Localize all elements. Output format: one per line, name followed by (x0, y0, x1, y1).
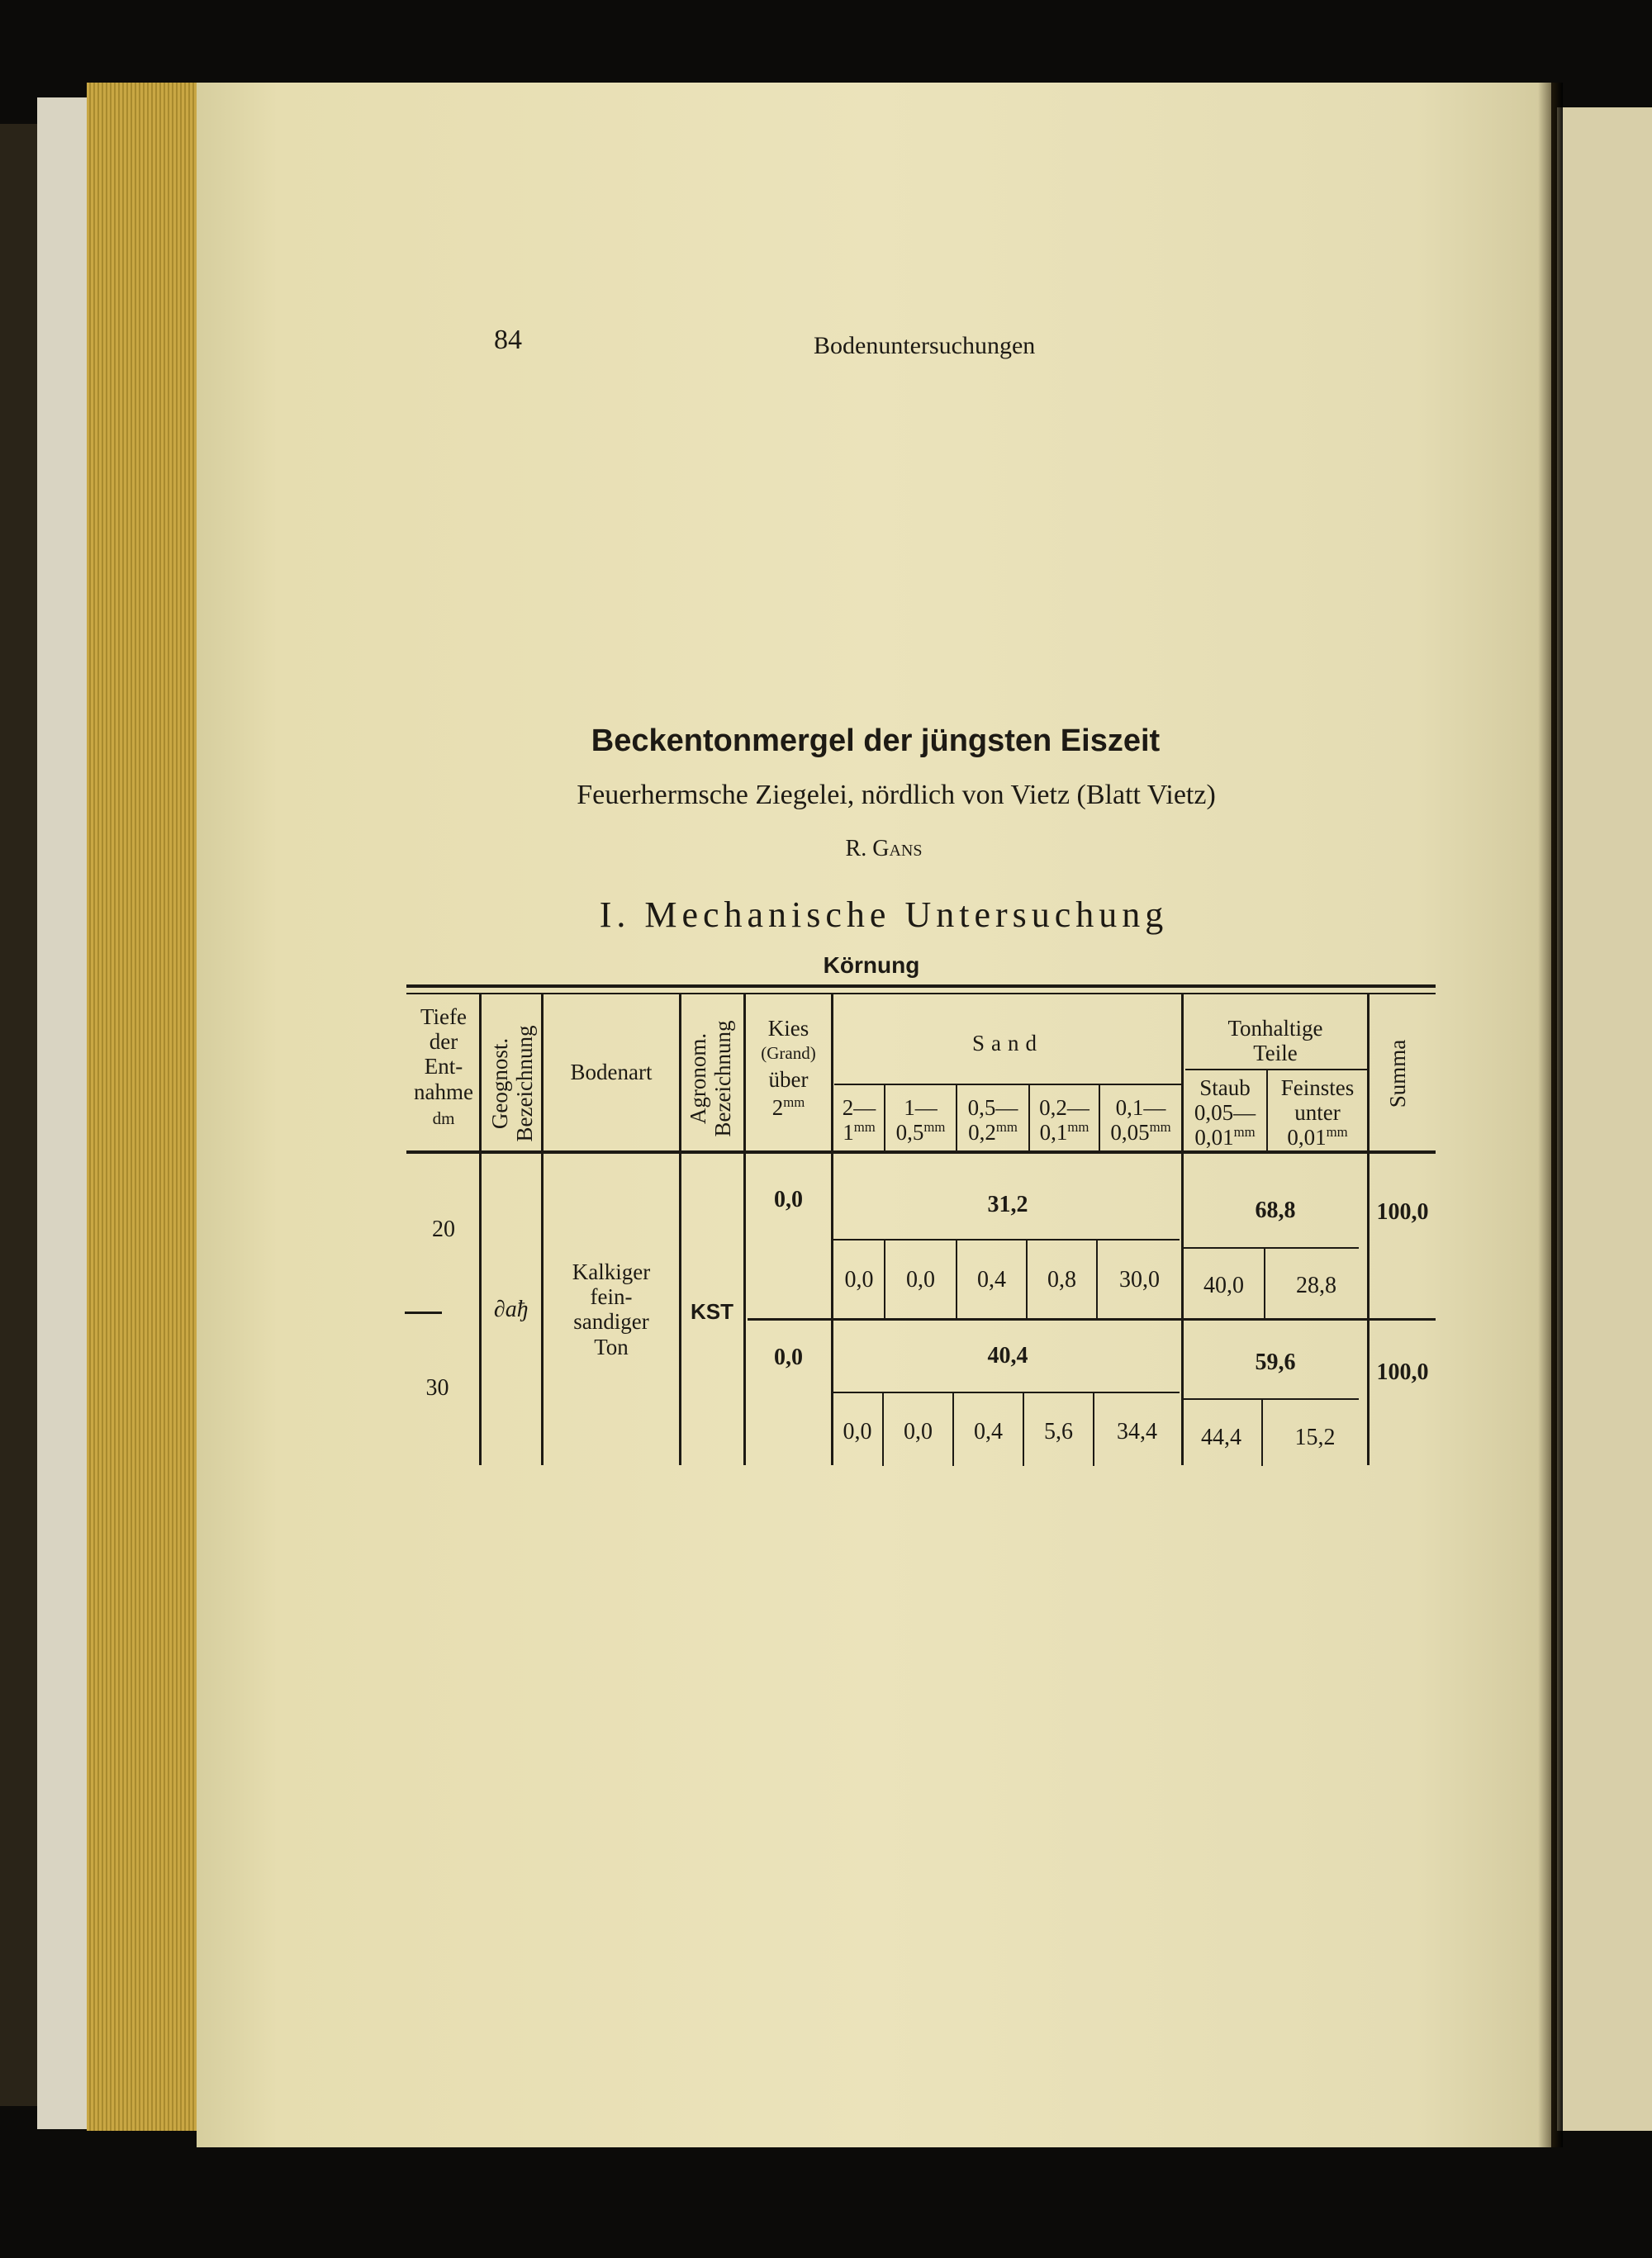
soil-type-line: sandiger (573, 1309, 649, 1335)
agronom-header-line: Bezeichnung (710, 1020, 735, 1137)
depth-value: 20 (432, 1217, 455, 1242)
page-stack (87, 83, 211, 2131)
header-bottom-rule (406, 1150, 1436, 1154)
sand-fraction-top: 2— (842, 1095, 876, 1120)
sum-header: Summa (1385, 1039, 1410, 1108)
geognost-header (488, 1005, 541, 1162)
sum-value: 100,0 (1376, 1199, 1429, 1225)
gravel-value: 0,0 (774, 1187, 803, 1212)
subsection-heading: Körnung (823, 952, 920, 978)
depth-header-line: nahme (414, 1079, 473, 1104)
dust-value: 40,0 (1203, 1273, 1244, 1298)
mm-unit: mm (853, 1119, 876, 1136)
col-rule-5 (831, 994, 833, 1465)
finest-header-line: unter (1294, 1100, 1341, 1126)
sand-fraction-value: 0,8 (1047, 1267, 1076, 1293)
section-heading: I. Mechanische Untersuchung (599, 894, 1169, 935)
sand-fraction-top: 0,5— (967, 1095, 1018, 1120)
sand-fraction-value: 0,0 (906, 1267, 935, 1293)
agronom-header-line: Agronom. (686, 1032, 710, 1125)
sand-fraction-bottom: 0,05 (1110, 1120, 1150, 1146)
mm-unit: mm (783, 1093, 805, 1110)
sand-header: Sand (972, 1031, 1043, 1055)
page-number: 84 (494, 325, 522, 355)
mm-unit: mm (1149, 1119, 1171, 1136)
depth-header (406, 1004, 481, 1128)
facing-page (1557, 107, 1652, 2131)
depth-divider (405, 1312, 442, 1314)
sand-fraction-top: 0,2— (1039, 1095, 1089, 1120)
col-rule-sum (1367, 994, 1370, 1465)
sum-value: 100,0 (1376, 1359, 1429, 1385)
row-divider (748, 1318, 1436, 1321)
gravel-header-line: Kies (767, 1016, 809, 1041)
soil-type-line: Kalkiger (572, 1259, 651, 1284)
dust-value: 44,4 (1201, 1425, 1241, 1450)
row2-split-rule (833, 1392, 1180, 1393)
soil-type-line: Ton (594, 1334, 629, 1359)
row2-split-rule-clay (1181, 1398, 1359, 1400)
mm-unit: mm (1233, 1124, 1256, 1141)
sand-fraction-header (834, 1095, 884, 1145)
depth-unit: dm (432, 1108, 455, 1128)
agronom-header (686, 1000, 739, 1157)
clay-total-value: 59,6 (1255, 1350, 1296, 1375)
gravel-header-line: (Grand) (761, 1043, 816, 1064)
dust-header-line: 0,05— (1194, 1100, 1256, 1126)
soil-type-line: fein- (590, 1284, 633, 1310)
gravel-size: 2 (771, 1094, 784, 1120)
sand-fraction-bottom: 0,5 (895, 1120, 924, 1146)
sand-fraction-bottom: 0,2 (968, 1120, 996, 1146)
page-title: Beckentonmergel der jüngsten Eiszeit (591, 723, 1161, 758)
finest-header-line: Feinstes (1280, 1075, 1355, 1100)
finest-value: 28,8 (1296, 1273, 1336, 1298)
sand-fraction-header (957, 1095, 1028, 1145)
dust-header (1184, 1075, 1266, 1150)
depth-value: 30 (425, 1375, 449, 1401)
dust-header-line: Staub (1199, 1075, 1251, 1100)
sand-fraction-header (885, 1095, 956, 1145)
table-top-rule (406, 984, 1436, 988)
geognost-header-line: Geognost. (487, 1037, 512, 1130)
gravel-header-line: über (768, 1066, 809, 1092)
geognost-value: ∂aђ (493, 1297, 529, 1322)
clay-subhead-rule (1185, 1069, 1367, 1070)
dust-header-line: 0,01 (1194, 1125, 1234, 1150)
sand-fraction-bottom: 1 (843, 1120, 854, 1146)
sand-fraction-value: 0,4 (974, 1419, 1003, 1444)
author: R. Gans (845, 836, 923, 861)
row1-split-rule-clay (1181, 1247, 1359, 1249)
soil-type-value (544, 1259, 679, 1359)
sand-fraction-value: 5,6 (1044, 1419, 1073, 1444)
col-rule-3 (679, 994, 681, 1465)
mm-unit: mm (923, 1119, 946, 1136)
sand-fraction-header (1030, 1095, 1099, 1145)
sand-fraction-top: 1— (904, 1095, 938, 1120)
clay-header (1184, 1016, 1367, 1065)
finest-value: 15,2 (1294, 1425, 1336, 1450)
clay-header-line: Teile (1253, 1041, 1298, 1066)
gravel-header (746, 1016, 831, 1120)
agronom-value: KST (691, 1299, 733, 1324)
depth-header-line: der (429, 1029, 458, 1055)
sand-subhead-rule (834, 1084, 1181, 1085)
page-subtitle: Feuerhermsche Ziegelei, nördlich von Vietz (Blatt Vietz) (577, 780, 1216, 810)
sand-fraction-value: 0,0 (843, 1419, 872, 1444)
sand-fraction-value: 30,0 (1119, 1267, 1160, 1293)
sand-total-value: 31,2 (987, 1192, 1028, 1217)
mm-unit: mm (1067, 1119, 1089, 1136)
sand-fraction-value: 0,0 (904, 1419, 933, 1444)
finest-header-line: 0,01 (1287, 1125, 1327, 1150)
sand-fraction-top: 0,1— (1115, 1095, 1166, 1120)
clay-header-line: Tonhaltige (1227, 1016, 1323, 1041)
gravel-value: 0,0 (774, 1345, 803, 1370)
running-head: Bodenuntersuchungen (814, 332, 1036, 359)
book-gutter (1538, 83, 1563, 2147)
mm-unit: mm (995, 1119, 1018, 1136)
sand-fraction-bottom: 0,1 (1039, 1120, 1068, 1146)
depth-header-line: Ent- (424, 1054, 463, 1079)
table-top-rule-thin (406, 993, 1436, 994)
finest-header (1268, 1075, 1367, 1150)
clay-total-value: 68,8 (1255, 1198, 1296, 1223)
sand-fraction-header (1100, 1095, 1181, 1145)
mm-unit: mm (1326, 1124, 1348, 1141)
geognost-header-line: Bezeichnung (511, 1025, 537, 1142)
sand-fraction-value: 34,4 (1117, 1419, 1157, 1444)
sand-total-value: 40,4 (987, 1343, 1028, 1369)
depth-header-line: Tiefe (420, 1004, 467, 1029)
soil-type-header: Bodenart (570, 1060, 653, 1084)
sand-fraction-value: 0,0 (844, 1267, 874, 1293)
sand-fraction-value: 0,4 (977, 1267, 1006, 1293)
